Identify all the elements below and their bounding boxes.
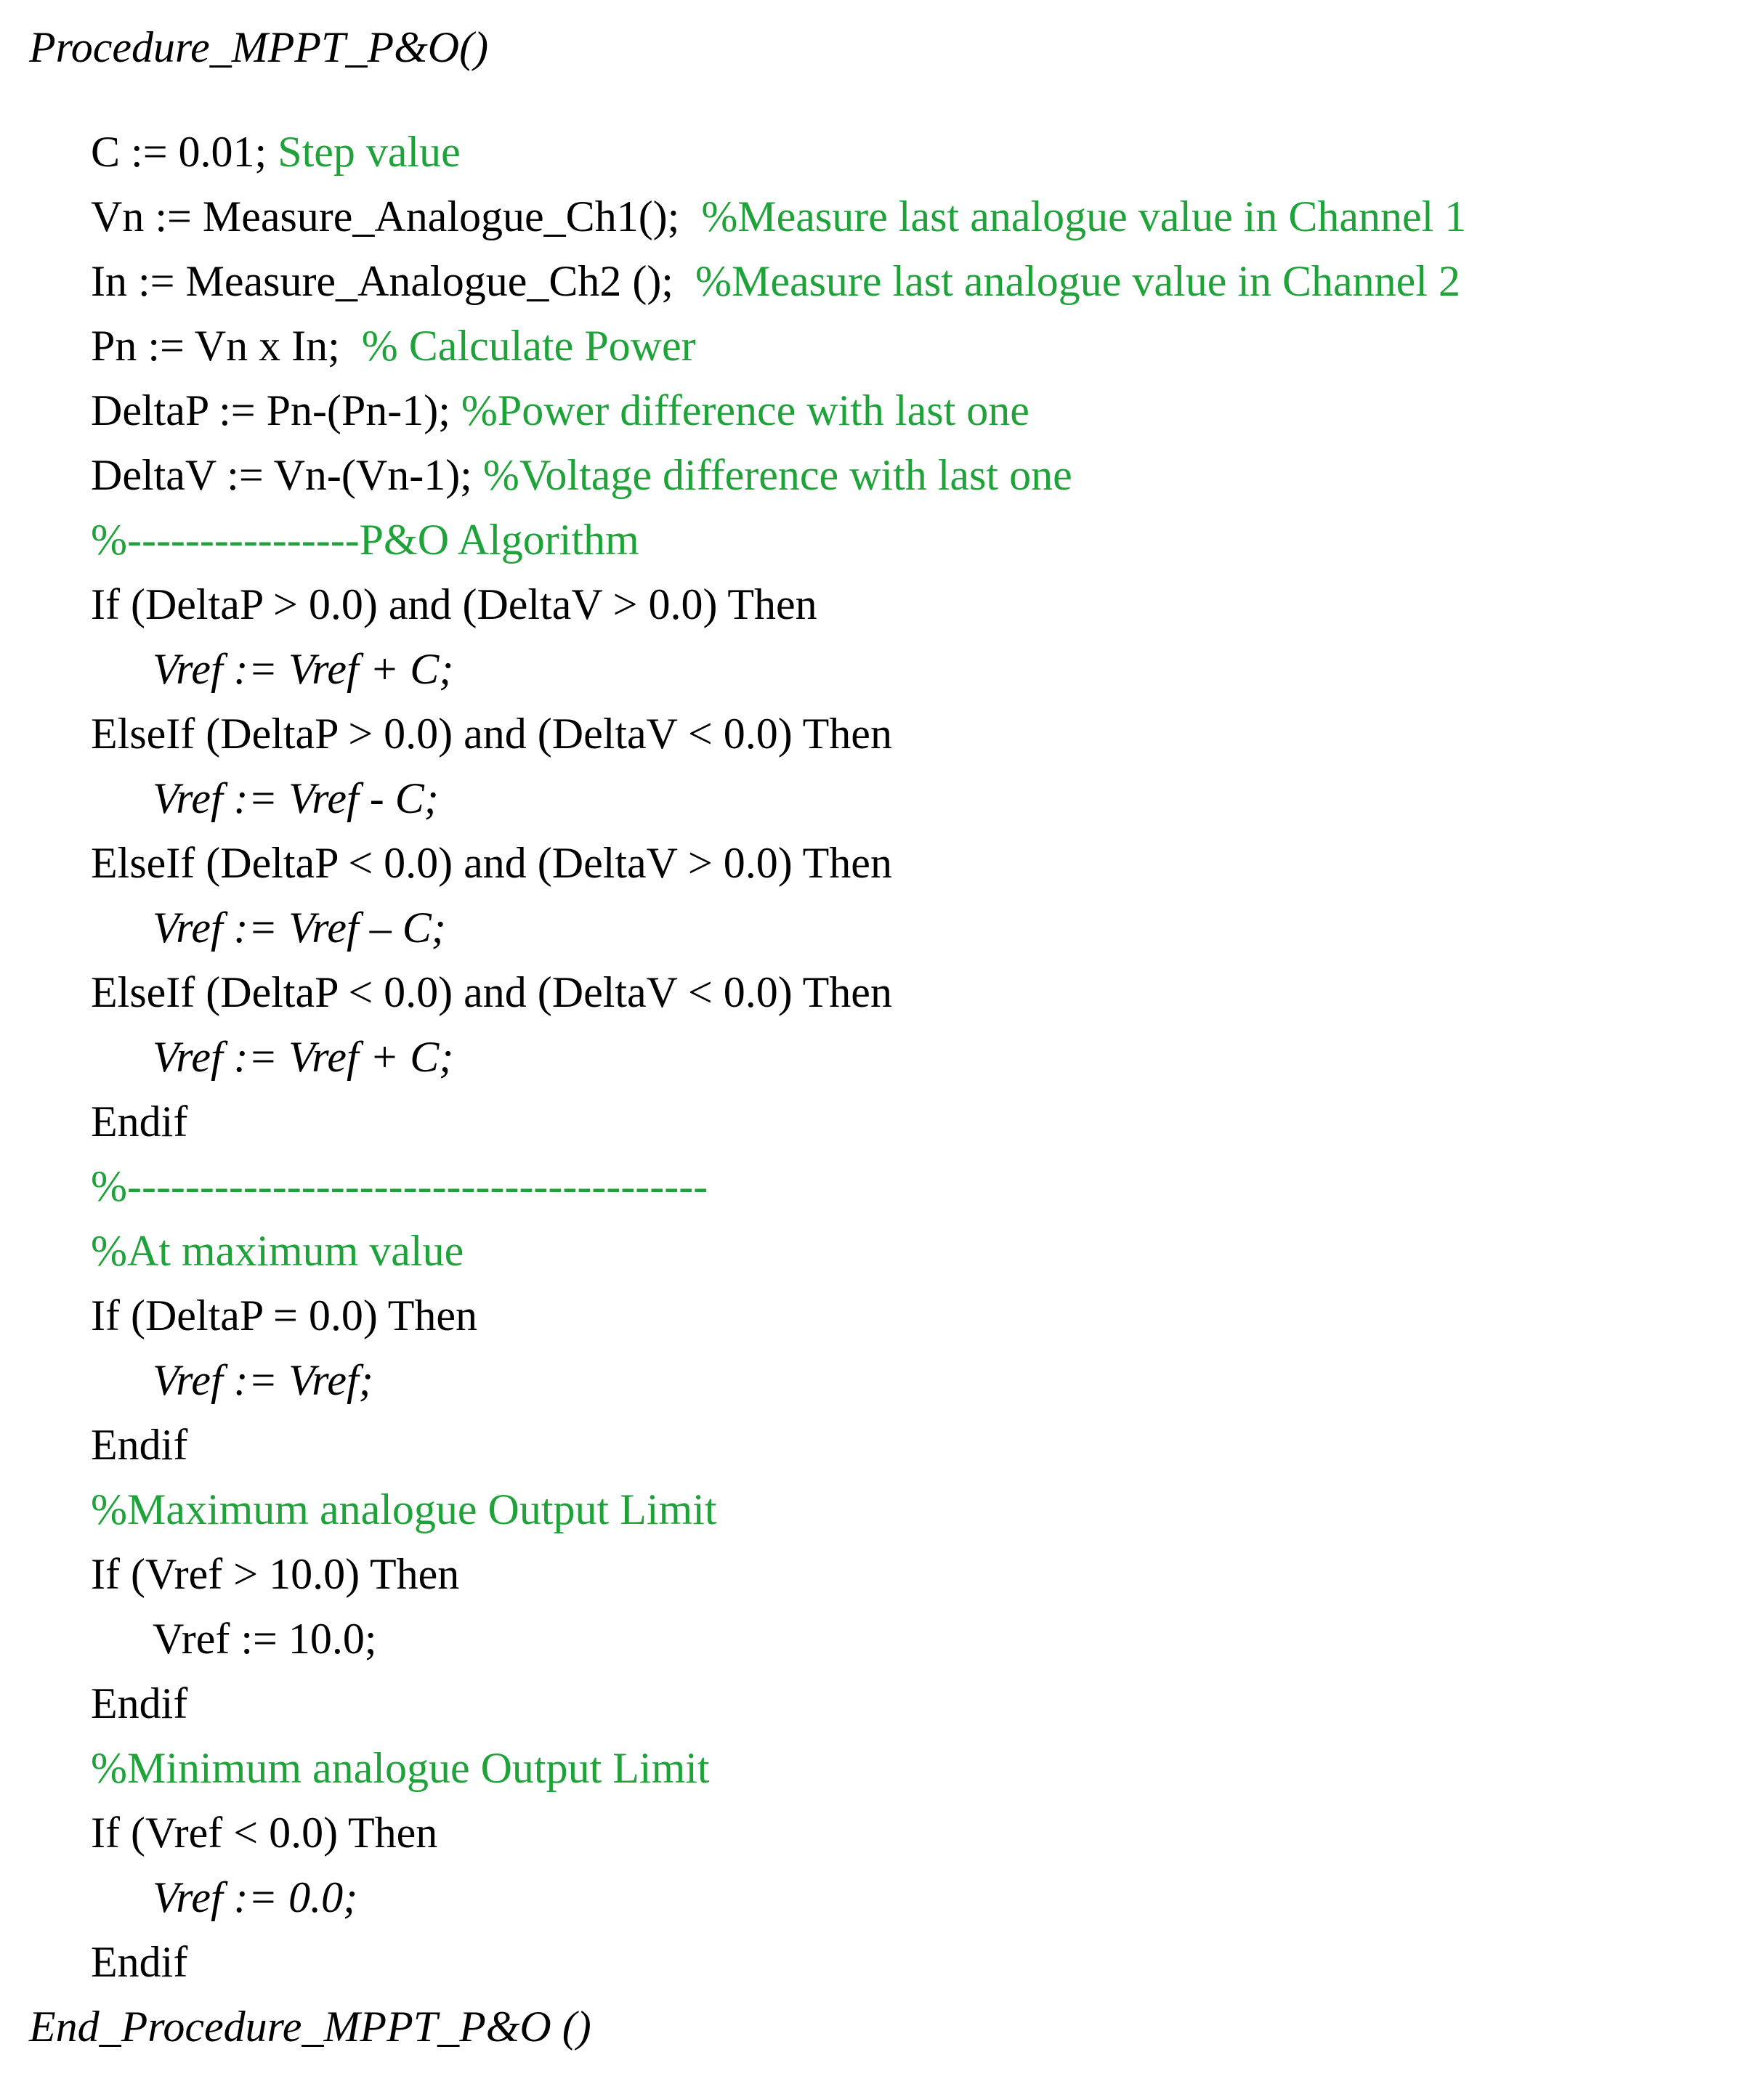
code-line-8 xyxy=(0,572,817,637)
code-text: Vn := Measure_Analogue_Ch1(); xyxy=(91,192,702,240)
code-text: Vref := Vref + C; xyxy=(153,1033,454,1081)
code-line-15 xyxy=(0,1024,453,1090)
code-line-12 xyxy=(0,830,892,896)
procedure-header: Procedure_MPPT_P&O() xyxy=(29,23,489,71)
code-text: ElseIf (DeltaP > 0.0) and (DeltaV < 0.0) Then xyxy=(91,710,892,758)
code-line-13 xyxy=(0,895,446,960)
comment-text: %---------------------------------------- xyxy=(91,1162,708,1210)
code-text: Vref := 0.0; xyxy=(153,1873,358,1921)
code-text: DeltaP := Pn-(Pn-1); xyxy=(91,386,461,434)
code-line-3 xyxy=(0,248,1460,314)
procedure-footer: End_Procedure_MPPT_P&O () xyxy=(29,2003,591,2051)
code-text: Vref := 10.0; xyxy=(153,1615,377,1663)
code-text: If (DeltaP > 0.0) and (DeltaV > 0.0) Then xyxy=(91,580,817,628)
comment-text: % Calculate Power xyxy=(361,322,696,370)
code-line-26 xyxy=(0,1735,710,1801)
code-text: Endif xyxy=(91,1938,188,1986)
code-line-10 xyxy=(0,701,892,766)
code-text: If (Vref > 10.0) Then xyxy=(91,1550,460,1598)
comment-text: %Maximum analogue Output Limit xyxy=(91,1485,717,1533)
code-line-20 xyxy=(0,1347,373,1413)
code-line-21 xyxy=(0,1412,187,1477)
code-line-27 xyxy=(0,1800,437,1865)
code-text: If (Vref < 0.0) Then xyxy=(91,1809,438,1857)
code-text: Endif xyxy=(91,1098,188,1146)
code-text: Vref := Vref; xyxy=(153,1356,373,1404)
code-text: C := 0.01; xyxy=(91,128,278,176)
comment-text: %----------------P&O Algorithm xyxy=(91,516,639,564)
code-text: Endif xyxy=(91,1421,188,1469)
comment-text: Step value xyxy=(278,128,461,176)
code-line-23 xyxy=(0,1541,459,1607)
code-line-2 xyxy=(0,184,1466,249)
comment-text: %Measure last analogue value in Channel 2 xyxy=(695,257,1460,305)
comment-text: %Minimum analogue Output Limit xyxy=(91,1744,710,1792)
code-line-9 xyxy=(0,636,453,702)
code-text: DeltaV := Vn-(Vn-1); xyxy=(91,451,483,499)
comment-text: %Power difference with last one xyxy=(461,386,1029,434)
code-line-6 xyxy=(0,442,1072,508)
code-line-25 xyxy=(0,1671,187,1736)
code-line-28 xyxy=(0,1865,357,1930)
code-text: In := Measure_Analogue_Ch2 (); xyxy=(91,257,695,305)
code-text: Endif xyxy=(91,1679,188,1727)
code-text: If (DeltaP = 0.0) Then xyxy=(91,1292,478,1339)
code-text: ElseIf (DeltaP < 0.0) and (DeltaV < 0.0) Then xyxy=(91,968,892,1016)
code-text: Vref := Vref – C; xyxy=(153,904,446,952)
comment-text: %At maximum value xyxy=(91,1227,464,1275)
code-line-17 xyxy=(0,1154,708,1219)
code-line-18 xyxy=(0,1218,464,1284)
code-text: ElseIf (DeltaP < 0.0) and (DeltaV > 0.0) Then xyxy=(91,839,892,887)
code-line-5 xyxy=(0,378,1029,443)
comment-text: %Measure last analogue value in Channel 1 xyxy=(701,192,1467,240)
code-line-7 xyxy=(0,507,639,572)
code-text: Vref := Vref - C; xyxy=(153,774,439,822)
comment-text: %Voltage difference with last one xyxy=(482,451,1072,499)
code-text: Vref := Vref + C; xyxy=(153,645,454,693)
code-line-1 xyxy=(0,119,461,185)
code-text: Pn := Vn x In; xyxy=(91,322,362,370)
code-line-14 xyxy=(0,960,892,1025)
code-line-22 xyxy=(0,1477,717,1542)
code-line-11 xyxy=(0,766,439,831)
code-line-29 xyxy=(0,1929,187,1995)
code-line-16 xyxy=(0,1089,187,1154)
code-line-4 xyxy=(0,313,696,378)
code-line-24 xyxy=(0,1606,377,1671)
code-line-19 xyxy=(0,1283,477,1348)
